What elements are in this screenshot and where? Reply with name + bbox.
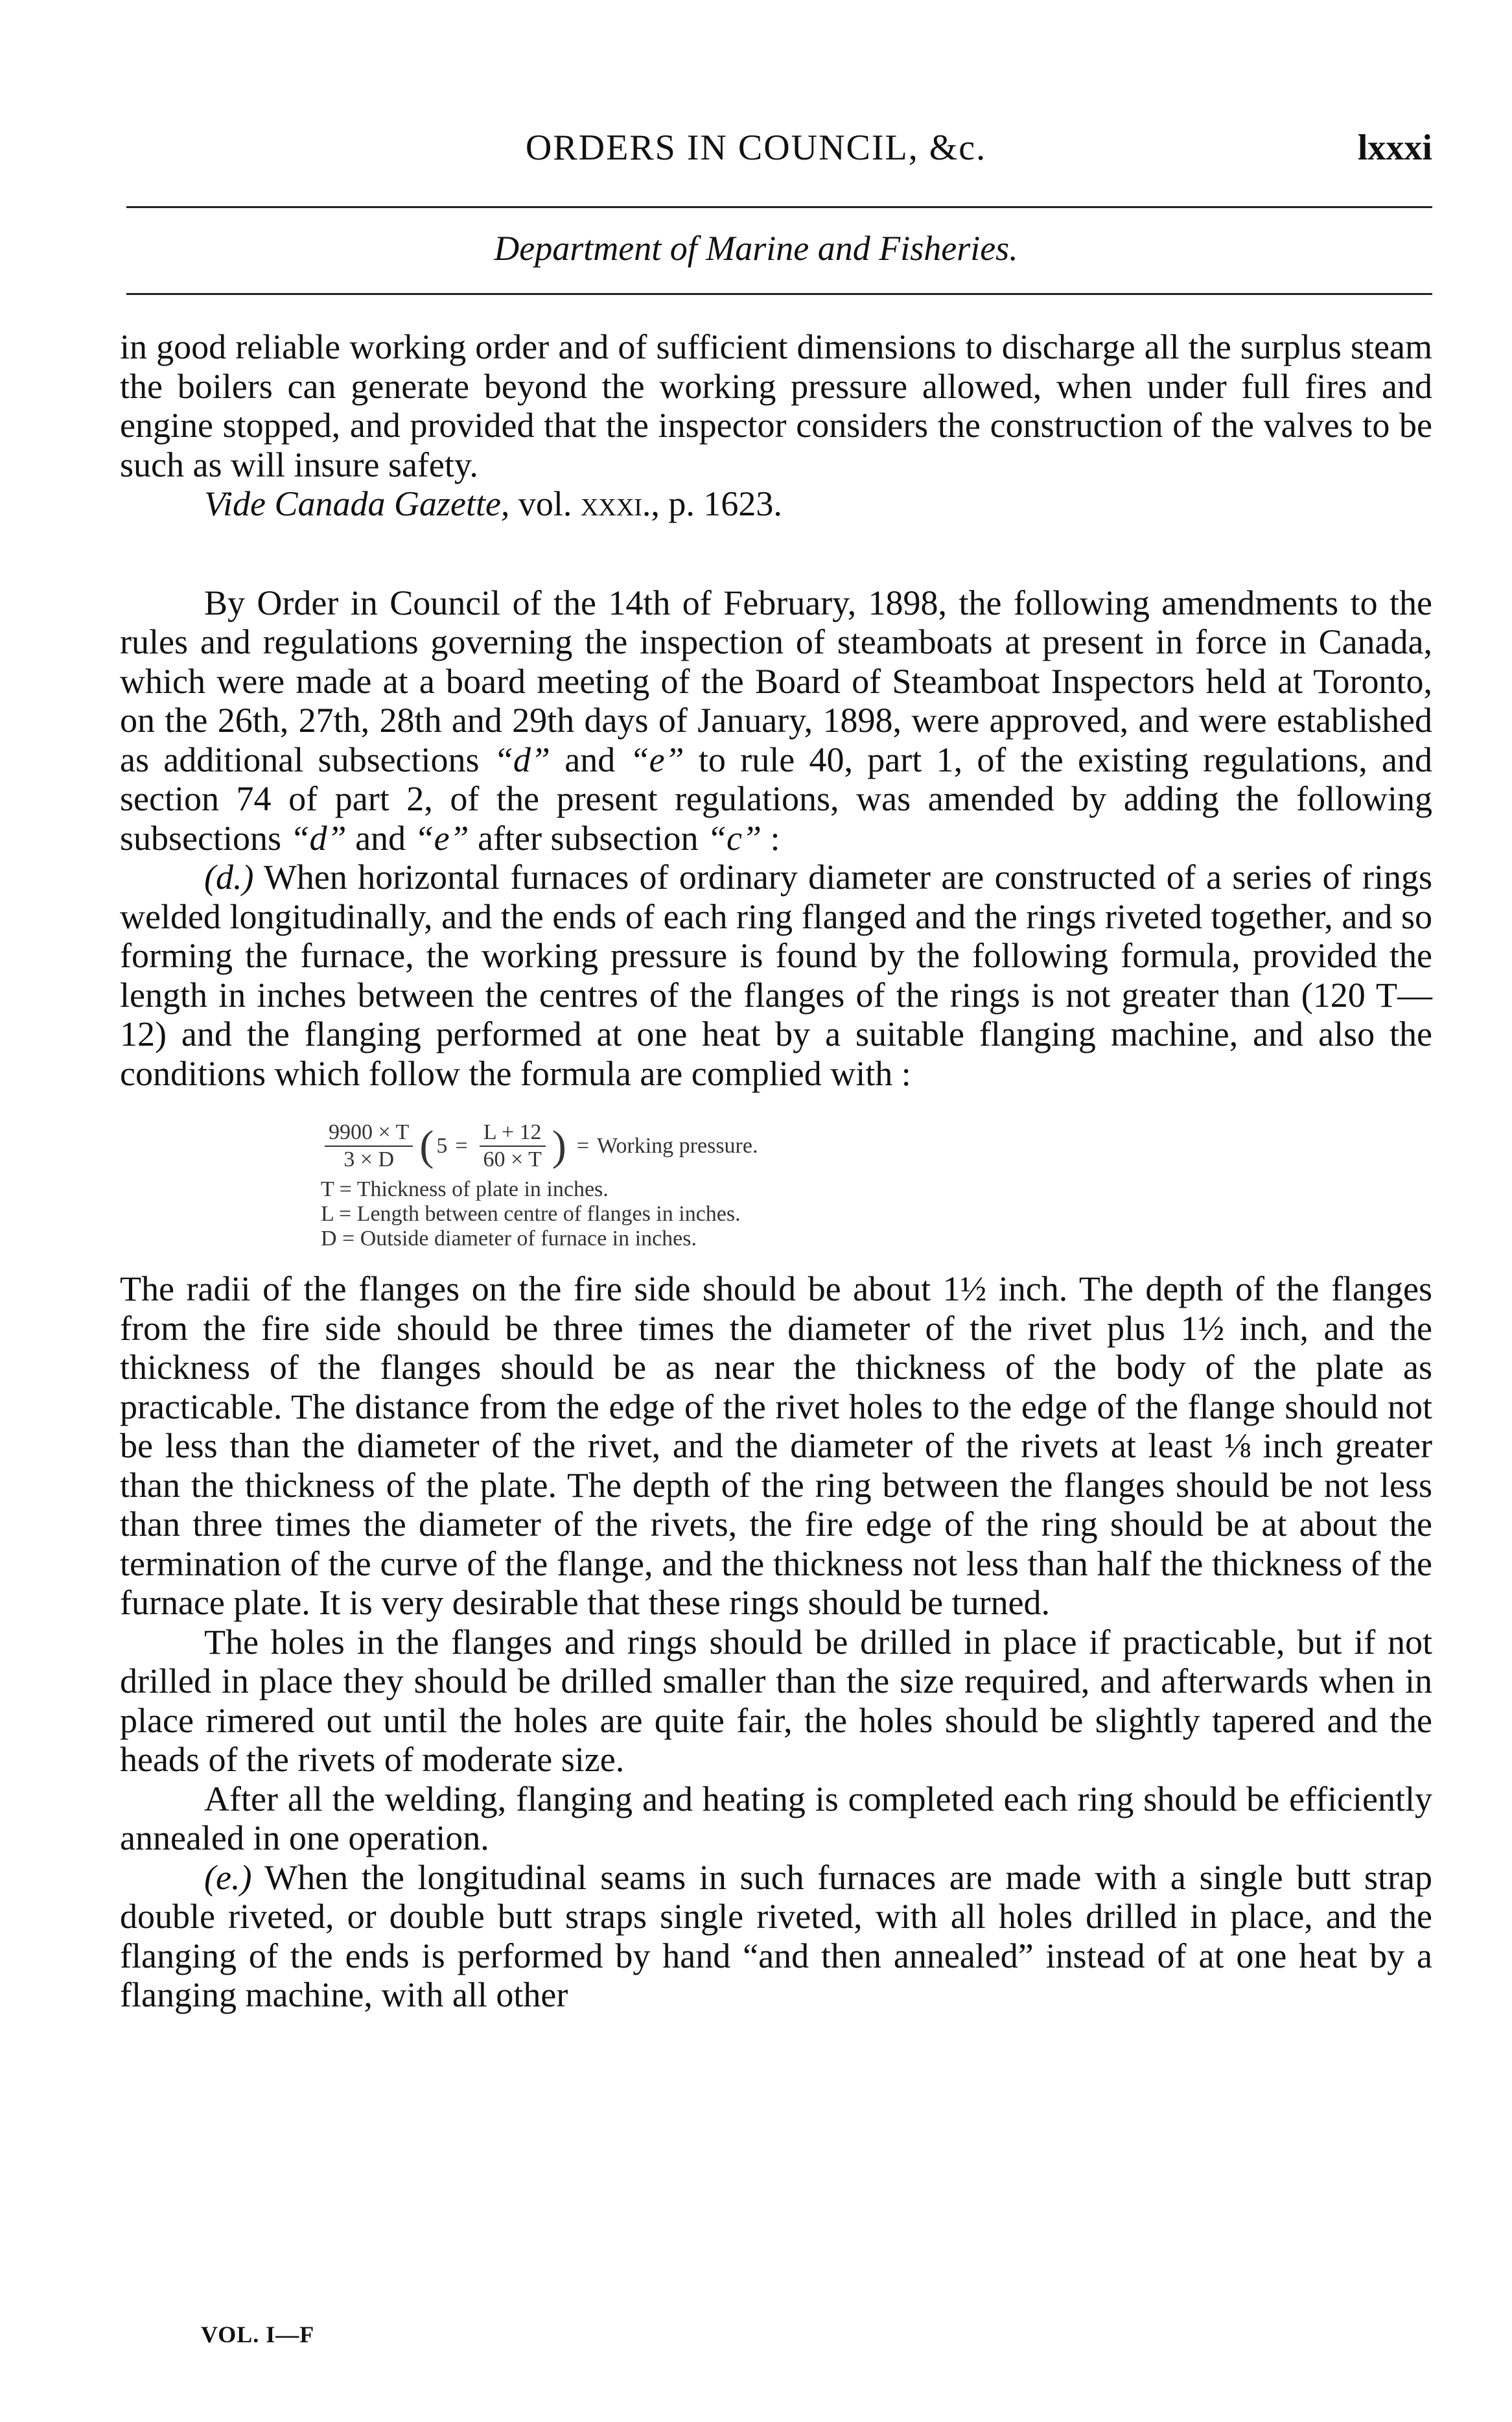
fraction-2-denominator: 60 × T xyxy=(483,1147,542,1171)
fraction-1-numerator: 9900 × T xyxy=(325,1120,413,1147)
subsection-e: “e” xyxy=(629,740,684,779)
para2-part2: to rule 40, part 1, of the existing regulations, and section 74 of part 2, of the present regulations, was amended by adding the following subsections xyxy=(120,740,1433,858)
flange-radii-paragraph xyxy=(120,1269,1432,1623)
body-text xyxy=(120,327,1432,2015)
subsection-d-label: (d.) xyxy=(204,858,254,897)
header-title: ORDERS IN COUNCIL, &c. xyxy=(525,128,987,168)
formula-result: Working pressure. xyxy=(597,1134,758,1158)
subsection-c: “c” xyxy=(706,818,762,858)
para2-part1: By Order in Council of the 14th of February, 1898, the following amendments to the rules and regulations governing the inspection of steamboats at present in force in Canada, which were made at a board meeting of the Board of Steamboat Inspectors held at Toronto, on the 26th, 27th, 28th and 29th days of January, 1898, were approved, and were established as additional subsections xyxy=(120,583,1432,779)
close-paren: ) xyxy=(552,1122,566,1170)
fraction-1-denominator: 3 × D xyxy=(343,1147,395,1171)
legend-length: L = Length between centre of flanges in inches. xyxy=(321,1202,741,1226)
para2-and2: and xyxy=(346,818,415,858)
signature-mark: VOL. I—F xyxy=(201,2322,315,2347)
header-rule-bottom xyxy=(126,293,1432,295)
subsection-e-paragraph xyxy=(120,1858,1432,2015)
subsection-d: “d” xyxy=(493,740,550,779)
paragraph-text: in good reliable working order and of sufficient dimensions to discharge all the surplus steam the boilers can generate beyond the working pressure allowed, when under full fires and engine stopped, and provided that the inspector considers the construction of the valves to be such as will insure safety. xyxy=(120,327,1432,484)
citation xyxy=(120,484,1432,524)
fraction-2 xyxy=(480,1120,546,1173)
legend-diameter: D = Outside diameter of furnace in inches. xyxy=(321,1227,697,1251)
formula-five: 5 xyxy=(436,1134,448,1158)
para2-part4: : xyxy=(762,818,780,858)
paragraph-text: After all the welding, flanging and heating is completed each ring should be efficiently annealed in one operation. xyxy=(120,1779,1432,1857)
running-header xyxy=(0,127,1512,172)
subsection-e-2: “e” xyxy=(414,818,469,858)
working-pressure-formula xyxy=(321,1115,1432,1251)
fraction-1 xyxy=(325,1120,413,1173)
formula-equals-1: = xyxy=(455,1134,468,1158)
open-paren: ( xyxy=(419,1122,434,1170)
department-subtitle: Department of Marine and Fisheries. xyxy=(494,229,1018,268)
paragraph-text: The radii of the flanges on the fire side should be about 1½ inch. The depth of the flanges from the fire side should be three times the diameter of the rivet plus 1½ inch, and the thickness of the flanges should be as near the thickness of the body of the plate as practicable. The distance from the edge of the rivet holes to the edge of the flange should not be less than the diameter of the rivet, and the diameter of the rivets at least ⅛ inch greater than the thickness of the plate. The depth of the ring between the flanges should be not less than three times the diameter of the rivets, the fire edge of the ring should be at about the termination of the curve of the flange, and the thickness not less than half the thickness of the furnace plate. It is very desirable that these rings should be turned. xyxy=(120,1269,1432,1622)
subsection-e-label: (e.) xyxy=(204,1857,252,1897)
paragraph-continuation xyxy=(120,327,1432,484)
fraction-2-numerator: L + 12 xyxy=(480,1120,546,1147)
citation-page: p. 1623. xyxy=(668,484,782,523)
annealing-paragraph xyxy=(120,1780,1432,1858)
header-rule-top xyxy=(126,206,1432,208)
subsection-d-2: “d” xyxy=(290,818,347,858)
formula-equation xyxy=(321,1115,1432,1177)
legend-thickness: T = Thickness of plate in inches. xyxy=(321,1177,609,1201)
formula-equals-2: = xyxy=(576,1134,590,1158)
subsection-d-paragraph xyxy=(120,858,1432,1093)
paragraph-gap xyxy=(120,524,1432,583)
paragraph-text: The holes in the flanges and rings should be drilled in place if practicable, but if not drilled in place they should be drilled smaller than the size required, and afterwards when in place rimered out until the holes are quite fair, the holes should be slightly tapered and the heads of the rivets of moderate size. xyxy=(120,1622,1432,1779)
subsection-e-text: When the longitudinal seams in such furnaces are made with a single butt strap double riveted, or double butt straps single riveted, with all holes drilled in place, and the flanging of the ends is performed by hand “and then annealed” instead of at one heat by a flanging machine, with all other xyxy=(120,1857,1432,2014)
citation-source: Vide Canada Gazette, xyxy=(204,484,510,523)
citation-vol: vol. xyxy=(518,484,572,523)
holes-paragraph xyxy=(120,1623,1432,1780)
citation-volnum: xxxi., xyxy=(580,484,660,523)
page-number: lxxxi xyxy=(1357,128,1432,168)
para2-and1: and xyxy=(550,740,630,779)
order-in-council-paragraph xyxy=(120,583,1432,858)
formula-legend xyxy=(321,1177,1432,1251)
subsection-d-text: When horizontal furnaces of ordinary diameter are constructed of a series of rings welded longitudinally, and the ends of each ring flanged and the rings riveted together, and so forming the furnace, the working pressure is found by the following formula, provided the length in inches between the centres of the flanges of the rings is not greater than (120 T—12) and the flanging performed at one heat by a suitable flanging machine, and also the conditions which follow the formula are complied with : xyxy=(120,858,1432,1093)
para2-part3: after subsection xyxy=(469,818,707,858)
